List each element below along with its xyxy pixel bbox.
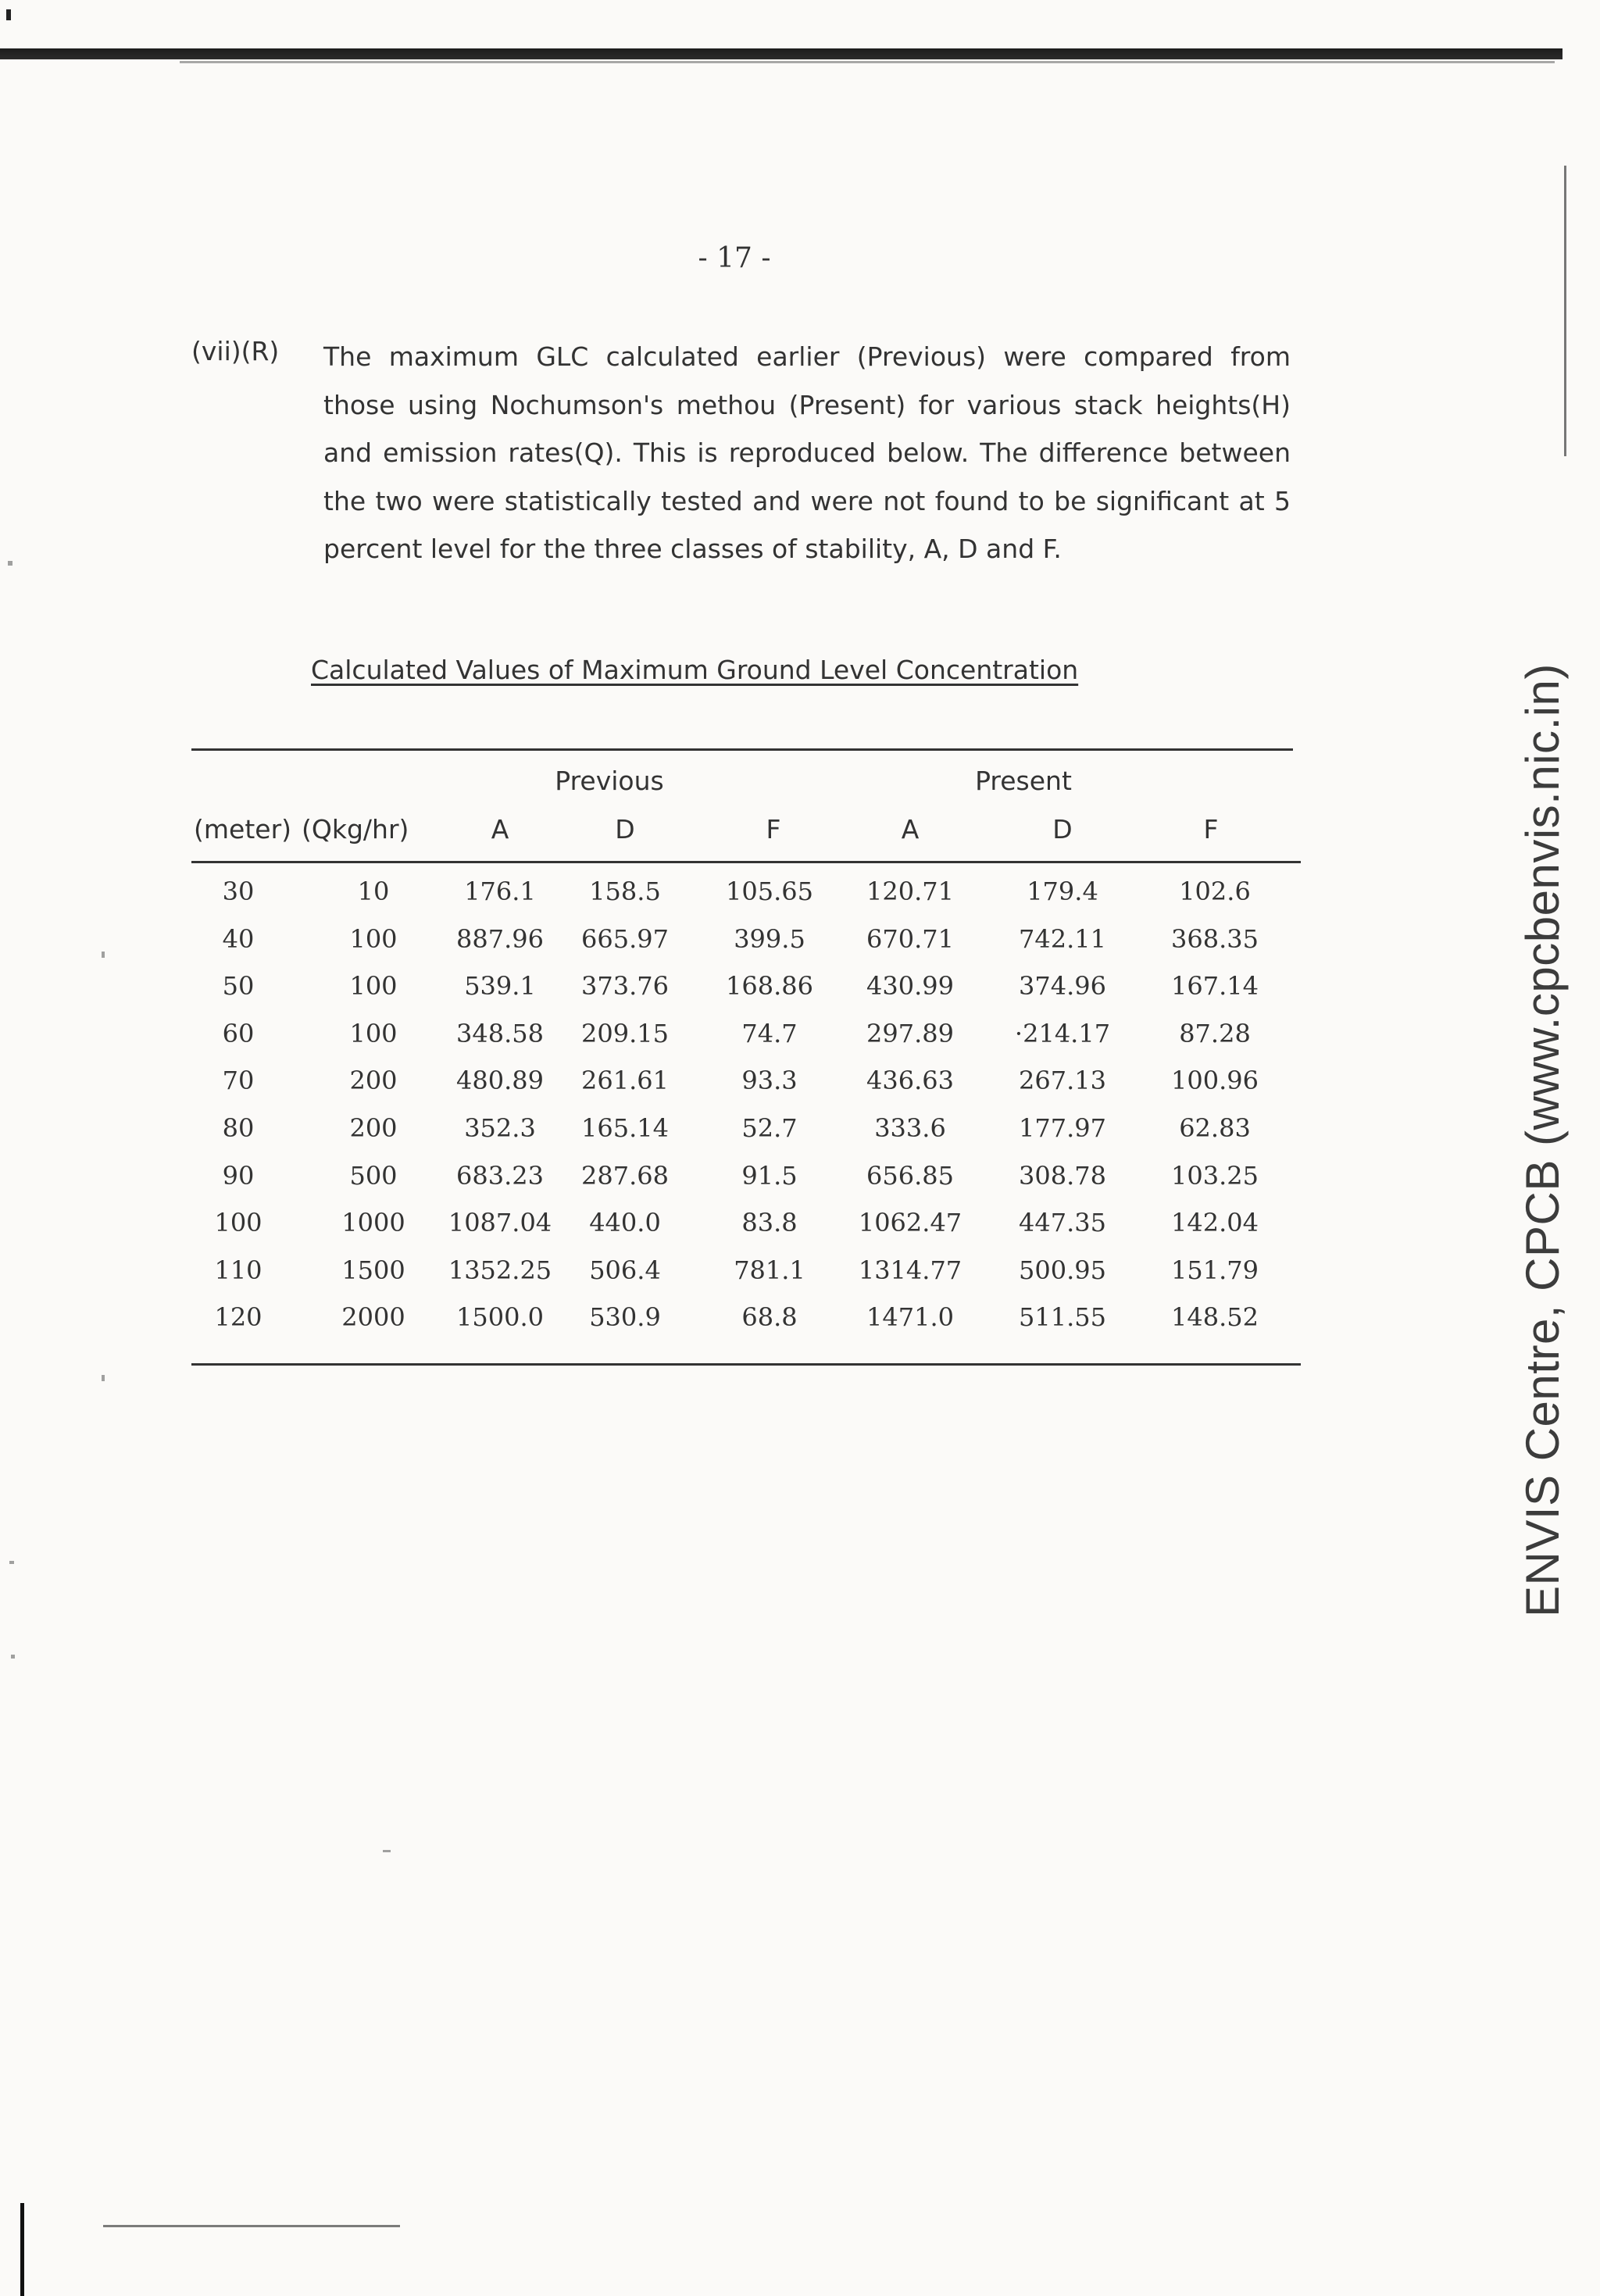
column-header: F [766,814,781,844]
table-cell: 261.61 [581,1066,669,1096]
table-cell: 530.9 [589,1302,661,1333]
table-cell: ·214.17 [1014,1018,1111,1048]
table-bottom-rule [191,1363,1301,1366]
column-header: D [1052,814,1073,844]
table-cell: 209.15 [581,1018,669,1048]
table-cell: 1500 [341,1255,405,1285]
table-cell: 91.5 [741,1160,798,1191]
table-cell: 683.23 [456,1160,544,1191]
scan-speck [11,1655,15,1659]
table-cell: 352.3 [464,1113,536,1143]
table-cell: 656.85 [866,1160,954,1191]
table-cell: 399.5 [734,923,805,954]
table-cell: 80 [222,1113,255,1143]
watermark-text: ENVIS Centre, CPCB (www.cpcbenvis.nic.in) [1516,663,1569,1617]
table-cell: 374.96 [1019,971,1106,1002]
table-cell: 1500.0 [456,1302,544,1333]
table-cell: 742.11 [1019,923,1106,954]
right-margin-line [1564,166,1566,456]
table-cell: 100 [349,971,398,1002]
table-cell: 30 [222,877,255,906]
table-cell: 52.7 [741,1113,798,1143]
table-cell: 308.78 [1019,1160,1106,1191]
table-cell: 430.99 [866,971,954,1002]
paragraph-label: (vii)(R) [191,336,280,366]
column-header: D [615,814,635,844]
top-scan-rule [0,48,1562,59]
table-cell: 297.89 [866,1018,954,1048]
table-cell: 500.95 [1019,1255,1106,1285]
table-cell: 373.76 [581,971,669,1002]
table-cell: 87.28 [1179,1018,1251,1048]
table-cell: 665.97 [581,923,669,954]
scan-speck [8,561,12,566]
table-cell: 670.71 [866,923,954,954]
table-cell: 90 [222,1160,255,1191]
table-cell: 539.1 [464,971,536,1002]
table-cell: 100 [214,1208,262,1238]
table-cell: 1000 [341,1208,405,1238]
scan-corner-mark [6,9,11,20]
scan-speck [383,1850,391,1852]
table-cell: 887.96 [456,923,544,954]
scan-speck [9,1561,14,1564]
table-cell: 62.83 [1179,1113,1251,1143]
table-cell: 142.04 [1171,1208,1259,1238]
table-cell: 447.35 [1019,1208,1106,1238]
table-title: Calculated Values of Maximum Ground Level Concentration [311,655,1079,685]
table-cell: 74.7 [741,1018,798,1048]
table-cell: 1314.77 [858,1255,962,1285]
table-top-rule [191,748,1293,751]
top-scan-rule-thin [180,61,1555,63]
table-header-rule [191,861,1301,863]
table-cell: 480.89 [456,1066,544,1096]
table-cell: 368.35 [1171,923,1259,954]
table-cell: 781.1 [734,1255,805,1285]
bottom-left-scan-bar [20,2203,24,2296]
table-cell: 1352.25 [448,1255,552,1285]
table-cell: 506.4 [589,1255,661,1285]
table-cell: 105.65 [726,877,813,906]
table-cell: 50 [222,971,255,1002]
table-cell: 103.25 [1171,1160,1259,1191]
table-cell: 100.96 [1171,1066,1259,1096]
table-cell: 93.3 [741,1066,798,1096]
table-cell: 200 [349,1066,398,1096]
table-cell: 2000 [341,1302,405,1333]
table-cell: 1471.0 [866,1302,954,1333]
table-cell: 333.6 [874,1113,946,1143]
table-cell: 177.97 [1019,1113,1106,1143]
table-cell: 151.79 [1171,1255,1259,1285]
table-cell: 168.86 [726,971,813,1002]
scan-speck [102,1375,105,1381]
table-cell: 287.68 [581,1160,669,1191]
table-cell: 110 [214,1255,262,1285]
paragraph-text: The maximum GLC calculated earlier (Previous) were compared from those using Nochumson's methou (Present) for various stack heights(H) and emission rates(Q). This is reproduced below. The difference between the two were statistically tested and were not found to be significant at 5 percent level for the three classes of stability, A, D and F. [323,341,1291,564]
column-header: (meter) [194,814,292,844]
table-cell: 10 [357,877,390,906]
table-cell: 440.0 [589,1208,661,1238]
table-cell: 511.55 [1019,1302,1106,1333]
table-cell: 167.14 [1171,971,1259,1002]
table-cell: 348.58 [456,1018,544,1048]
table-cell: 436.63 [866,1066,954,1096]
table-cell: 1087.04 [448,1208,552,1238]
table-cell: 100 [349,923,398,954]
table-cell: 83.8 [741,1208,798,1238]
table-cell: 40 [222,923,255,954]
column-header: A [901,814,920,844]
table-cell: 1062.47 [858,1208,962,1238]
scan-speck [102,952,105,958]
page-number: - 17 - [698,242,771,274]
column-header: F [1203,814,1219,844]
table-cell: 267.13 [1019,1066,1106,1096]
table-cell: 60 [222,1018,255,1048]
bottom-scan-rule [103,2225,400,2227]
table-cell: 176.1 [464,877,536,906]
table-cell: 500 [349,1160,398,1191]
table-cell: 120.71 [866,877,954,906]
table-cell: 158.5 [589,877,661,906]
table-cell: 102.6 [1179,877,1251,906]
column-header: (Qkg/hr) [302,814,409,844]
table-cell: 165.14 [581,1113,669,1143]
table-cell: 179.4 [1027,877,1098,906]
table-cell: 68.8 [741,1302,798,1333]
column-header: A [491,814,509,844]
table-cell: 70 [222,1066,255,1096]
table-cell: 120 [214,1302,262,1333]
group-header-present: Present [975,766,1072,796]
table-cell: 100 [349,1018,398,1048]
table-cell: 148.52 [1171,1302,1259,1333]
group-header-previous: Previous [555,766,664,796]
table-cell: 200 [349,1113,398,1143]
